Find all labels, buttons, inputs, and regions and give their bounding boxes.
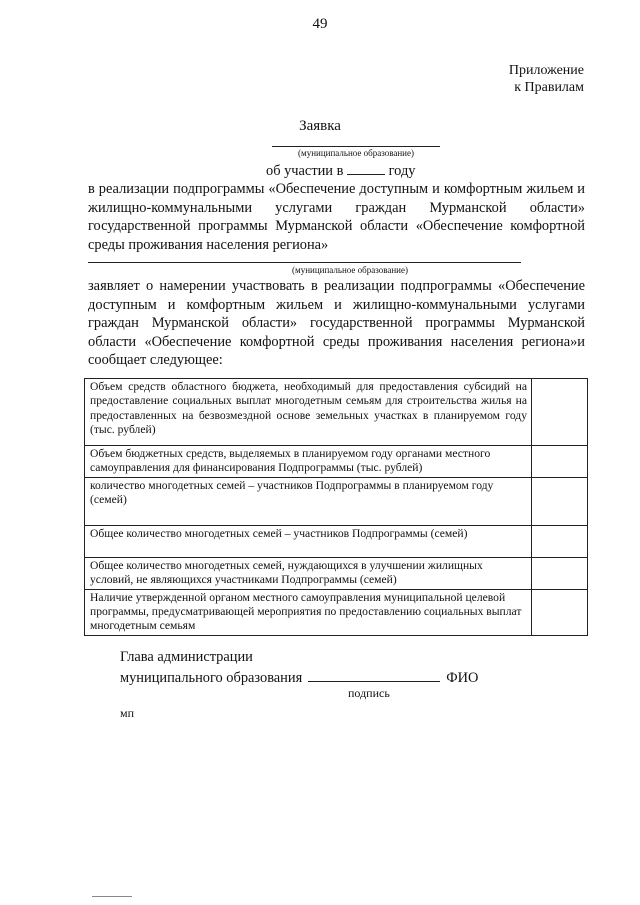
signature-field: [308, 667, 440, 682]
appendix-note: [509, 62, 584, 96]
table-row: [85, 589, 588, 635]
signature-caption: подпись: [348, 686, 390, 700]
table-row-label: Общее количество многодетных семей – участников Подпрограммы (семей): [85, 526, 532, 558]
table-row: [85, 478, 588, 526]
municipality-caption-1: (муниципальное образование): [298, 148, 414, 158]
table-row: [85, 558, 588, 590]
stamp-mark: мп: [120, 706, 135, 720]
participation-suffix: году: [388, 163, 416, 179]
appendix-line-2: к Правилам: [514, 80, 584, 95]
table-row: [85, 446, 588, 478]
appendix-line-1: Приложение: [508, 63, 584, 78]
signature-org: муниципального образования: [120, 670, 303, 686]
table-row-label: Общее количество многодетных семей, нуждающихся в улучшении жилищных условий, не являющихся участниками Подпрограммы (семей): [85, 558, 532, 590]
table-row-value: [532, 558, 588, 590]
table-row-label: Объем бюджетных средств, выделяемых в планируемом году органами местного самоуправления для финансирования Подпрограммы (тыс. рублей): [85, 446, 532, 478]
document-title: Заявка: [299, 118, 341, 134]
application-data-table: [84, 378, 588, 636]
signature-block: [120, 648, 478, 688]
table-row: [85, 379, 588, 446]
table-row-value: [532, 478, 588, 526]
municipality-caption-2: (муниципальное образование): [292, 265, 408, 275]
municipality-field-2: [88, 262, 521, 263]
table-row-label: Наличие утвержденной органом местного самоуправления муниципальной целевой программы, предусматривающей мероприятия по предоставлению социальных выплат многодетным семьям: [85, 589, 532, 635]
table-row-value: [532, 379, 588, 446]
table-row-label: количество многодетных семей – участников Подпрограммы в планируемом году (семей): [85, 478, 532, 526]
participation-prefix: об участии в: [266, 163, 344, 179]
statement-paragraph: заявляет о намерении участвовать в реализации подпрограммы «Обеспечение доступным и комфортным жильем и жилищно-коммунальными услугами граждан Мурманской области» государственной программы Мурманской области «Обеспечение комфортной среды проживания населения региона»и сообщает следующее:: [88, 278, 585, 369]
table-row: [85, 526, 588, 558]
signature-name-label: ФИО: [446, 670, 479, 686]
year-field: [347, 162, 385, 175]
signature-line: [120, 667, 478, 688]
signature-title: Глава администрации: [120, 649, 253, 665]
footer-rule: [92, 896, 132, 897]
table-row-value: [532, 526, 588, 558]
table-row-value: [532, 589, 588, 635]
municipality-field-1: [272, 146, 440, 147]
table-row-value: [532, 446, 588, 478]
page-number: 49: [312, 16, 328, 32]
intro-paragraph: в реализации подпрограммы «Обеспечение доступным и комфортным жильем и жилищно-коммунальными услугами граждан Мурманской области» государственной программы Мурманской области «Обеспечение комфортной среды проживания населения региона»: [88, 181, 585, 253]
table-row-label: Объем средств областного бюджета, необходимый для предоставления субсидий на предоставление социальных выплат многодетным семьям для строительства жилья на предоставленных на безвозмездной основе земельных участках в планируемом году (тыс. рублей): [85, 379, 532, 446]
participation-year-line: [266, 162, 415, 180]
